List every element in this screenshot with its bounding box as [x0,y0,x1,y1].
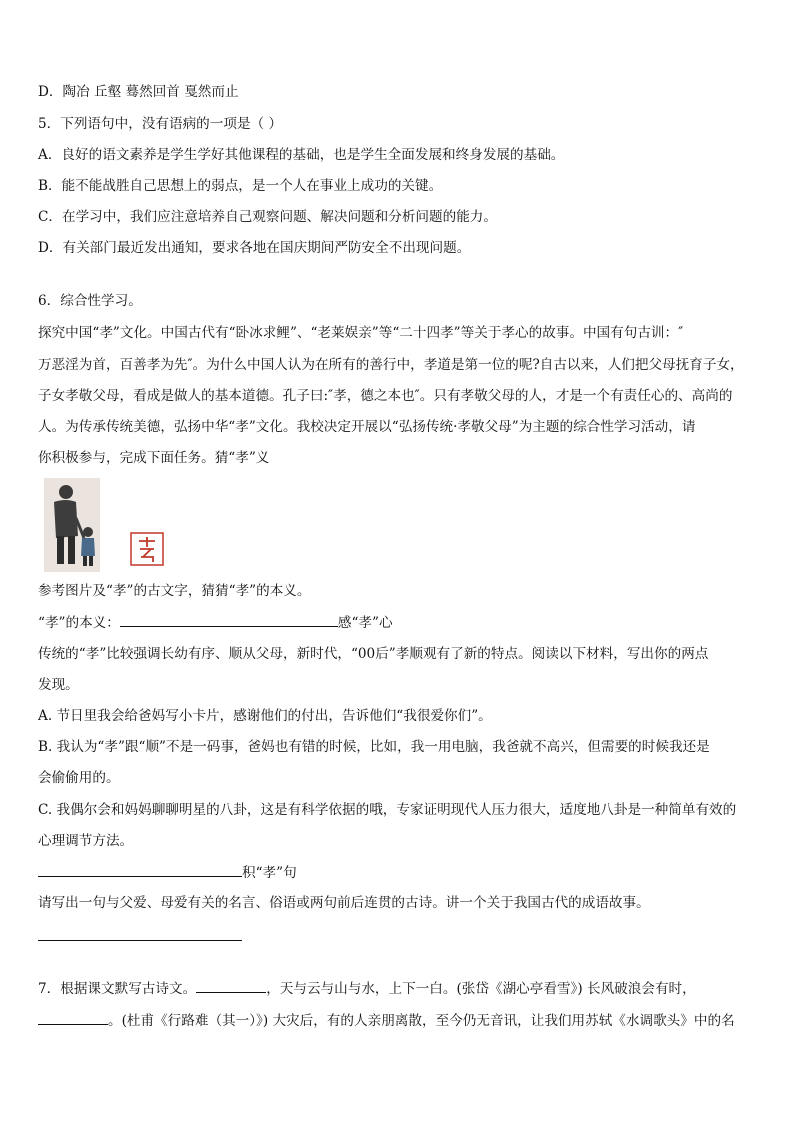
q6-task1-answer-line [38,613,758,632]
answer-blank[interactable] [38,927,242,941]
task2-heading: 感“孝”心 [337,615,393,631]
material-b: 会偷偷用的。 [38,770,120,786]
question-7-text: 。(杜甫《行路难（其一）》) 大灾后，有的人亲朋离散，至今仍无音讯，让我们用苏轼《水调歌头》中的名 [108,1013,735,1029]
question-5-stem: 5．下列语句中，没有语病的一项是（ ） [38,116,283,132]
q6-task1-prompt: 参考图片及“孝”的古文字，猜猜“孝”的本义。 [38,583,311,599]
question-7-line [38,1011,758,1030]
q6-task3-prompt: 请写出一句与父爱、母爱有关的名言、俗语或两句前后连贯的古诗。讲一个关于我国古代的成语故事。 [38,895,650,911]
q6-paragraph-line: 人。为传承传统美德，弘扬中华“孝”文化。我校决定开展以“弘扬传统·孝敬父母”为主题的综合性学习活动，请 [38,419,696,435]
question-7-text: ，天与云与山与水，上下一白。(张岱《湖心亭看雪》) 长风破浪会有时， [266,981,696,997]
answer-blank[interactable] [120,613,338,627]
task3-heading: 积“孝”句 [242,865,297,881]
ancient-xiao-character-seal [127,529,167,569]
q6-task2-prompt: 发现。 [38,677,79,693]
material-b: B. 我认为“孝”跟“顺”不是一码事，爸妈也有错的时候，比如，我一用电脑，我爸就不高兴，但需要的时候我还是 [38,739,710,755]
option-d-q4: D．陶冶 丘壑 蓦然回首 戛然而止 [38,84,239,100]
q6-paragraph-line: 万恶淫为首，百善孝为先″。为什么中国人认为在所有的善行中，孝道是第一位的呢?自古以来，人们把父母抚育子女， [38,357,744,373]
q6-task2-prompt: 传统的“孝”比较强调长幼有序、顺从父母，新时代，“00后”孝顺观有了新的特点。阅读以下材料，写出你的两点 [38,646,709,662]
q5-option-a: A．良好的语文素养是学生学好其他课程的基础，也是学生全面发展和终身发展的基础。 [38,147,565,163]
q6-paragraph-line: 子女孝敬父母，看成是做人的基本道德。孔子曰:″孝，德之本也″。只有孝敬父母的人，才是一个有责任心的、高尚的 [38,388,733,404]
q5-option-c: C．在学习中，我们应注意培养自己观察问题、解决问题和分析问题的能力。 [38,209,497,225]
task3-answer-line [38,927,758,946]
q6-paragraph-line: 你积极参与，完成下面任务。猜“孝”义 [38,450,270,466]
answer-blank[interactable] [38,863,242,877]
task3-line [38,863,758,882]
elder-and-child-illustration [44,478,100,572]
answer-blank[interactable] [38,1011,108,1025]
question-6-title: 6．综合性学习。 [38,293,142,309]
q5-option-d: D．有关部门最近发出通知，要求各地在国庆期间严防安全不出现问题。 [38,240,471,256]
material-c: C. 我偶尔会和妈妈聊聊明星的八卦，这是有科学依据的哦，专家证明现代人压力很大，适度地八卦是一种简单有效的 [38,802,737,818]
question-7-line [38,979,758,998]
benyi-label: “孝”的本义： [38,615,120,631]
material-c: 心理调节方法。 [38,833,134,849]
material-a: A. 节日里我会给爸妈写小卡片，感谢他们的付出，告诉他们“我很爱你们”。 [38,708,492,724]
q6-paragraph-line: 探究中国“孝”文化。中国古代有“卧冰求鲤”、“老莱娱亲”等“二十四孝”等关于孝心的故事。中国有句古训：″ [38,325,684,341]
q5-option-b: B．能不能战胜自己思想上的弱点，是一个人在事业上成功的关键。 [38,178,443,194]
question-7-stem: 7．根据课文默写古诗文。 [38,981,197,997]
answer-blank[interactable] [196,979,266,993]
